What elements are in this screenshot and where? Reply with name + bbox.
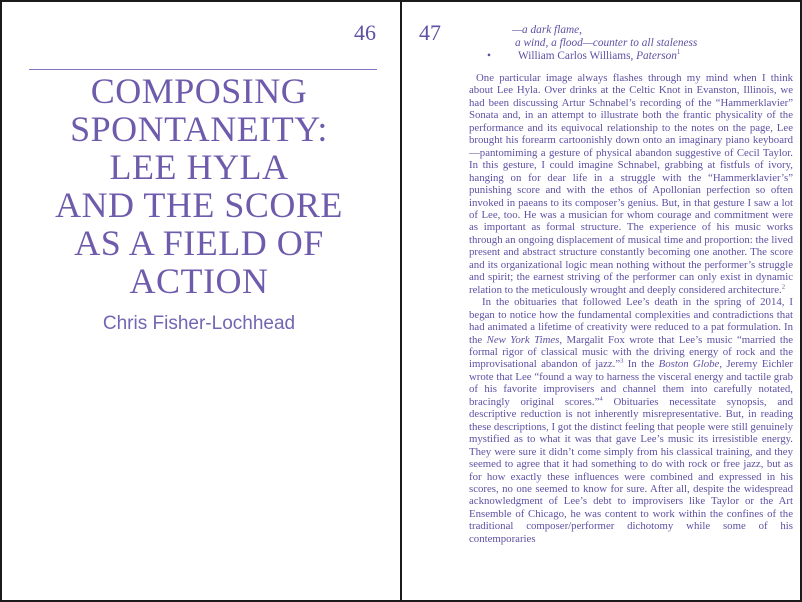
bullet-marker: • bbox=[487, 49, 491, 62]
paragraph: One particular image always flashes through my mind when I think about Lee Hyla. Over drinks at the Celtic Knot in Evanston, Illinois, we had been discussing Artur Schnabel’s recording of the “Hammerklavier” Sonata and, in an attempt to illustrate both the frantic physicality of the performance and its equivocal relationship to the notes on the page, Lee brought his forearm cartoonishly down onto an imaginary piano keyboard—pantomiming a gesture of physical abandon suggestive of Cecil Taylor. In this gesture, I could imagine Schnabel, grabbing at fistfuls of ivory, hanging on for dear life in a struggle with the “Hammerklavier’s” punishing score and with the ethos of Apollonian perfection so often invoked in paeans to its composer’s genius. But, in that gesture I saw a lot of Lee, too. He was a musician for whom courage and commitment were as important as formal structure. The experience of his music works through an ongoing displacement of musical time and proportion: the lived present and abstract structure constantly becoming one another. The score and its organizational logic mean nothing without the performer’s struggle and spirit; the earnest striving of the performer can only exist in dynamic relation to the meticulously wrought and deeply considered architecture.$^2$ bbox=[469, 72, 793, 296]
author-name: Chris Fisher-Lochhead bbox=[102, 313, 296, 334]
left-page bbox=[2, 2, 402, 600]
epigraph-line: —a dark flame, bbox=[512, 24, 582, 36]
title-line: COMPOSING bbox=[90, 71, 308, 111]
epigraph-line: a wind, a flood—counter to all staleness bbox=[515, 36, 698, 49]
title-line: ACTION bbox=[129, 261, 269, 301]
epigraph-attribution bbox=[487, 47, 792, 63]
epigraph-attribution-text: William Carlos Williams, Paterson$^1$ bbox=[518, 47, 681, 62]
chapter-title bbox=[2, 72, 396, 300]
title-line: SPONTANEITY: bbox=[70, 109, 328, 149]
title-line: AS A FIELD OF bbox=[74, 223, 324, 263]
paragraph: In the obituaries that followed Lee’s death in the spring of 2014, I began to notice how the fundamental complexities and contradictions that had animated a lifetime of creativity were reduced to a pat formulation. In the New York Times, Margalit Fox wrote that Lee’s music “married the formal rigor of classical music with the driving energy of rock and the improvisational abandon of jazz.”$^3$ In the Boston Globe, Jeremy Eichler wrote that Lee “found a way to harness the visceral energy and tactile grab of his favorite improvisers and channel them into carefully notated, bracingly original scores.”$^4$ Obituaries necessitate synopsis, and descriptive reduction is not inherently misrepresentative. But, in reading these descriptions, I got the distinct feeling that people were still genuinely mystified as to what it was that gave Lee’s music its irresistible energy. They were sure it didn’t come simply from his classical training, and they seemed to agree that it had something to do with rock or free jazz, but as for how exactly these influences were combined and expressed in his scores, no one seemed to know for sure. After all, despite the widespread acknowledgment of Lee’s debt to improvisers like Taylor or the Art Ensemble of Chicago, he was content to work within the confines of the traditional composer/performer dichotomy while some of his contemporaries bbox=[469, 296, 794, 545]
title-rule bbox=[29, 69, 377, 70]
epigraph bbox=[487, 24, 792, 62]
page-number-left: 46 bbox=[354, 20, 376, 45]
right-page bbox=[402, 2, 800, 600]
title-line: AND THE SCORE bbox=[55, 185, 343, 225]
body-text bbox=[469, 72, 793, 545]
title-line: LEE HYLA bbox=[109, 147, 289, 187]
page-number-right: 47 bbox=[419, 20, 441, 45]
